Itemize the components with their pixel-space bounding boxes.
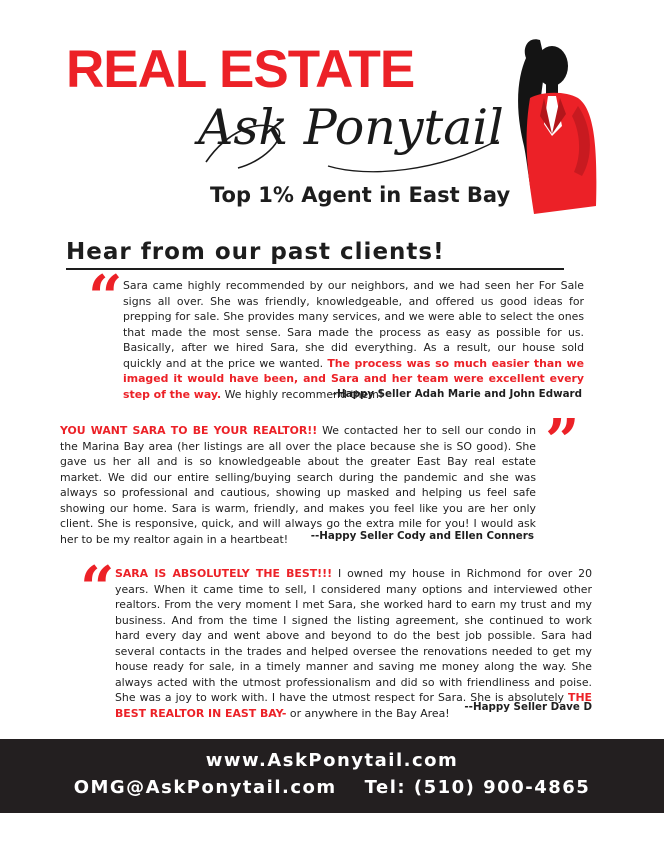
testimonial-body: We contacted her to sell our condo in the Marina Bay area (her listings are all over the place because she is SO good). She gave us her all and is so knowledgeable about the greater East Bay real estate market. We did our entire selling/buying search during the pandemic and she was always so professional and cautious, showing up masked and helping us feel safe showing our home. Sara is warm, friendly, and makes you feel like you are her only client. She is responsive, quick, and will always go the extra mile for you! I would ask her to be my realtor again in a heartbeat! [60, 424, 536, 546]
testimonial-text-3 [115, 566, 592, 721]
testimonial-body: Sara came highly recommended by our neighbors, and we had seen her For Sale signs all over. She was friendly, knowledgeable, and offered us good ideas for prepping for sale. She provides many services, and we were able to select the ones that made the most sense. Sara made the process as easy as possible for us. Basically, after we hired Sara, she did everything. As a result, our house sold quickly and at the price we wanted. [123, 279, 584, 370]
testimonial-highlight-2: THE BEST REALTOR IN EAST BAY- [115, 691, 592, 720]
footer-phone-link[interactable]: Tel: (510) 900-4865 [364, 777, 591, 798]
script-logo-text: Ask Ponytail [198, 99, 504, 156]
testimonial-highlight: YOU WANT SARA TO BE YOUR REALTOR!! [60, 424, 318, 437]
page-title: REAL ESTATE [66, 40, 415, 99]
testimonial-attribution-1: -Happy Seller Adah Marie and John Edward [332, 388, 582, 400]
testimonial-text-1 [123, 278, 584, 402]
tagline: Top 1% Agent in East Bay [210, 183, 511, 207]
testimonial-closing: We highly recommend them! [221, 387, 384, 401]
footer-website-link[interactable]: www.AskPonytail.com [205, 750, 459, 771]
testimonial-highlight: SARA IS ABSOLUTELY THE BEST!!! [115, 567, 333, 580]
open-quote-icon: “ [80, 554, 115, 624]
testimonial-closing: or anywhere in the Bay Area! [286, 706, 450, 720]
footer-contact-line [0, 775, 664, 801]
testimonial-attribution-3: --Happy Seller Dave D [464, 701, 592, 713]
footer-email-link[interactable]: OMG@AskPonytail.com [73, 777, 337, 798]
heading-underline [66, 268, 564, 270]
testimonial-body: I owned my house in Richmond for over 20 years. When it came time to sell, I considered many options and interviewed other realtors. From the very moment I met Sara, she worked hard to earn my trust and my business. And from the time I signed the listing agreement, she continued to work hard every day and went above and beyond to do the best job possible. Sara had several contacts in the trades and helped oversee the renovations needed to get my house ready for sale, in a timely manner and saving me money along the way. She always acted with the utmost professionalism and did so with friendliness and poise. She was a joy to work with. I have the utmost respect for Sara. She is absolutely [115, 567, 592, 704]
close-quote-icon: ” [545, 407, 580, 477]
testimonial-highlight: The process was so much easier than we imaged it would have been, and Sara and her team were excellent every step of the way. [123, 356, 585, 401]
testimonial-attribution-2: --Happy Seller Cody and Ellen Conners [310, 530, 534, 542]
section-heading: Hear from our past clients! [66, 239, 445, 265]
agent-silhouette-icon [500, 36, 600, 214]
open-quote-icon: “ [88, 263, 123, 333]
